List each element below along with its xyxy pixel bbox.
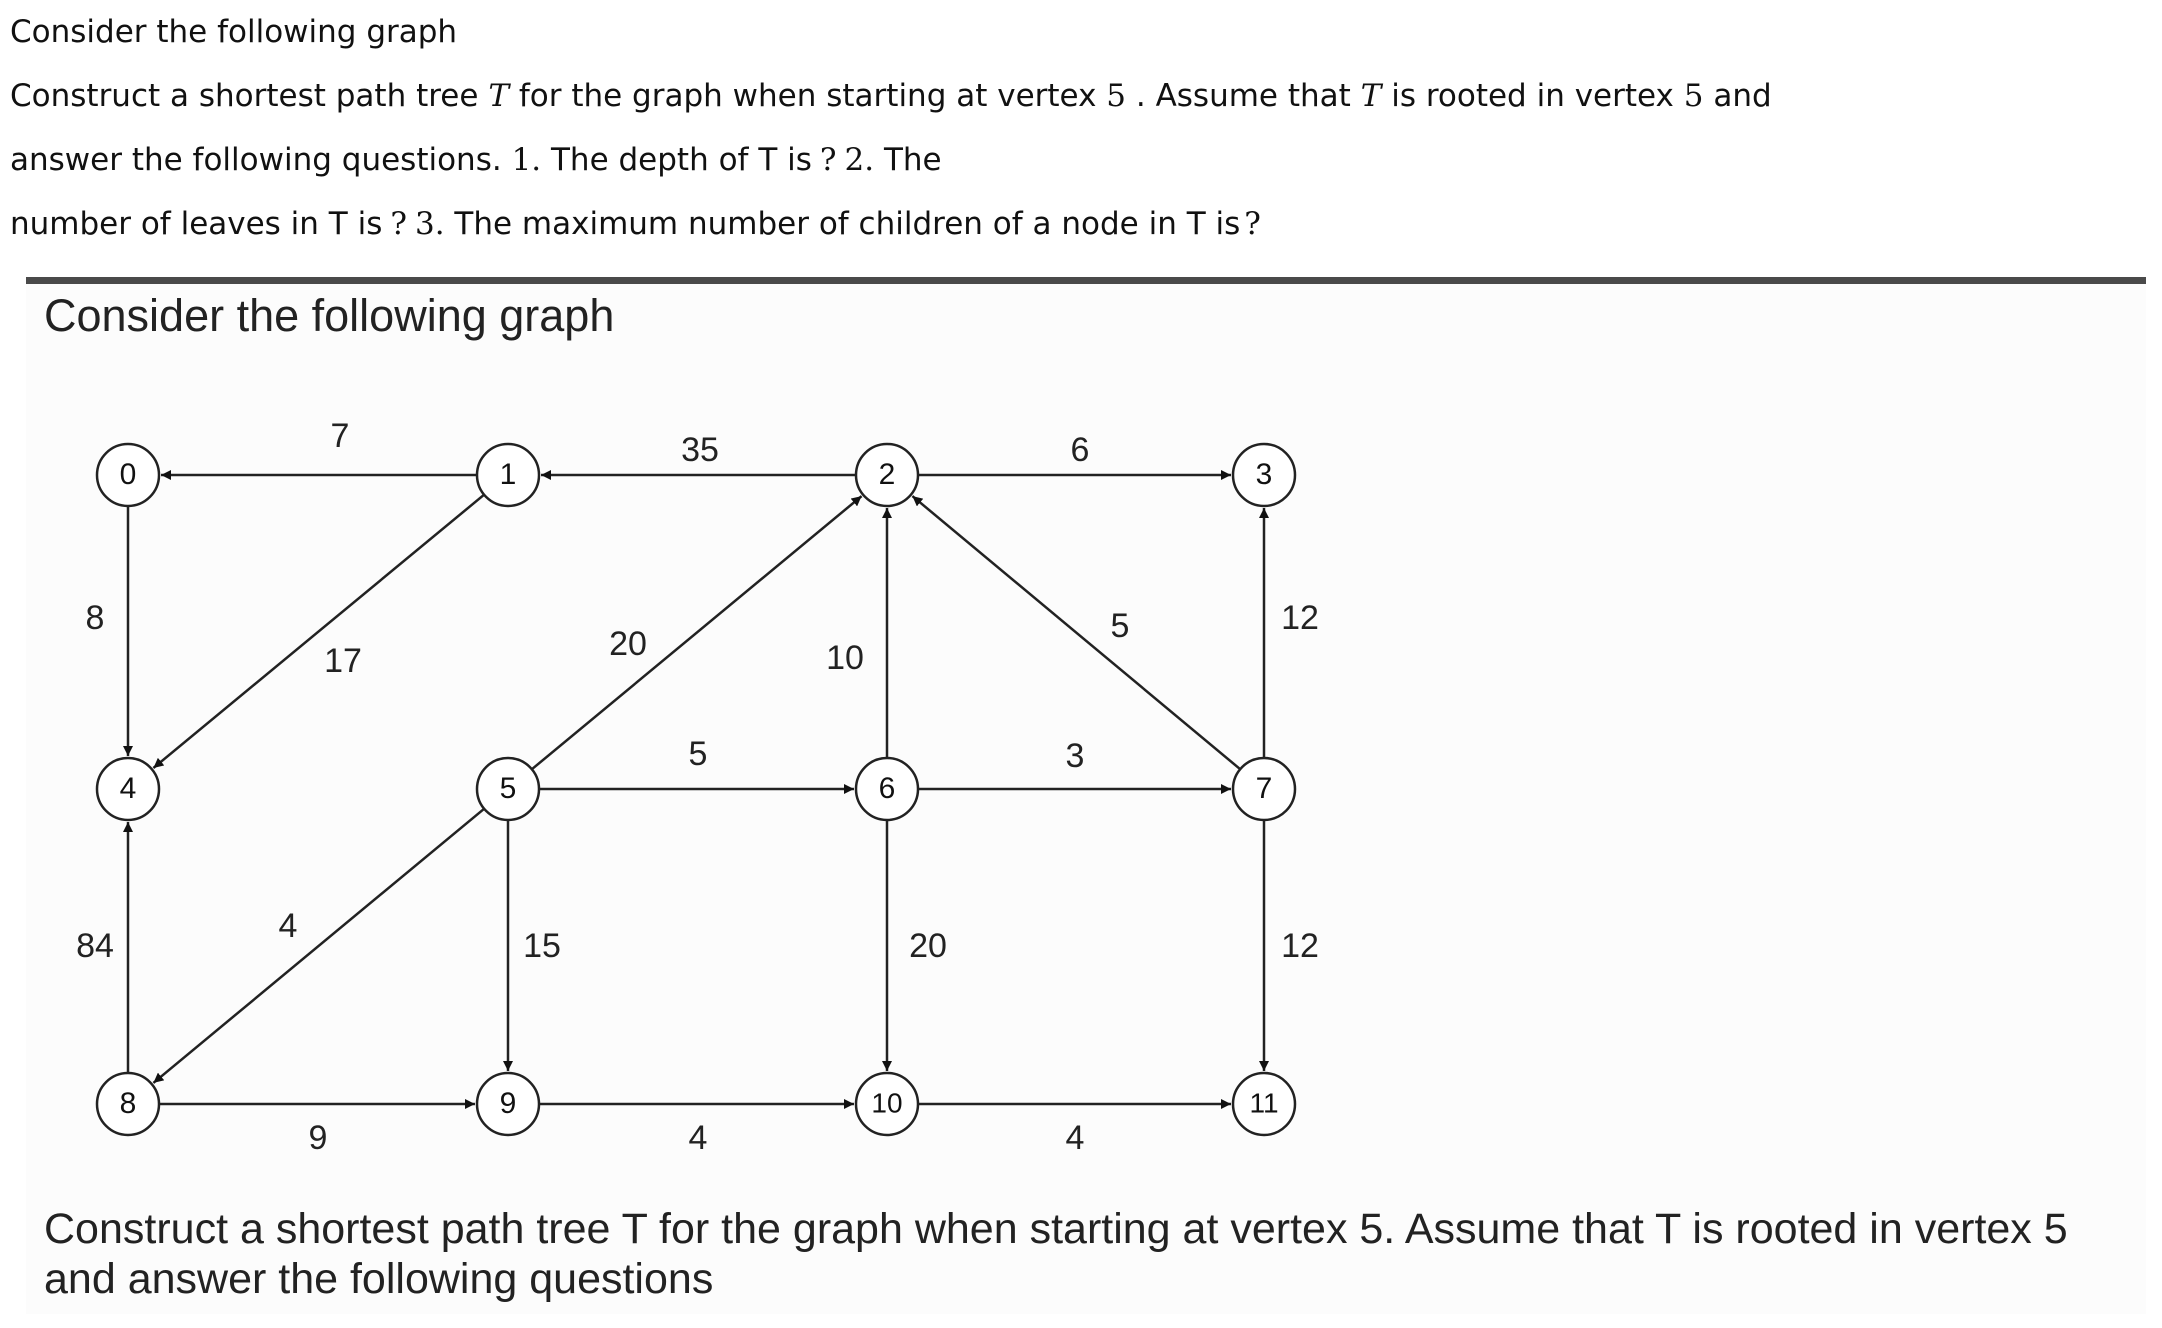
- node-4: [97, 758, 159, 820]
- edge-weight-label: 4: [1065, 1118, 1085, 1157]
- node-label: 0: [119, 457, 137, 491]
- edge-weight-label: 84: [76, 926, 114, 965]
- text-segment: Construct a shortest path tree: [10, 78, 489, 114]
- edge-weight-label: 4: [688, 1118, 708, 1157]
- edge-weight-label: 20: [609, 624, 647, 663]
- edge-weight-label: 17: [324, 641, 362, 680]
- edge-weight-label: 9: [308, 1118, 328, 1157]
- node-label: 11: [1249, 1087, 1279, 1119]
- edge-weight-label: 6: [1070, 430, 1090, 469]
- math-T: T: [1360, 78, 1382, 114]
- edges-layer: [128, 475, 1264, 1104]
- node-label: 6: [878, 771, 896, 805]
- node-label: 1: [499, 457, 517, 491]
- node-label: 5: [499, 771, 517, 805]
- text-segment: The: [874, 142, 942, 178]
- edge-1-4: [153, 495, 484, 768]
- node-10: [856, 1073, 918, 1135]
- node-8: [97, 1073, 159, 1135]
- edge-weight-label: 8: [85, 598, 105, 637]
- node-1: [477, 444, 539, 506]
- panel-title: Consider the following graph: [44, 290, 615, 341]
- node-label: 7: [1255, 771, 1273, 805]
- weights-layer: [76, 417, 1319, 1157]
- node-7: [1233, 758, 1295, 820]
- intro-text: Consider the following graph: [10, 14, 458, 50]
- edge-weight-label: 7: [330, 416, 350, 455]
- text-segment: The maximum number of children of a node in T is: [444, 206, 1241, 242]
- edge-weight-label: 4: [278, 906, 298, 945]
- edge-5-8: [153, 809, 484, 1083]
- edge-weight-label: 12: [1281, 926, 1319, 965]
- node-label: 3: [1255, 457, 1273, 491]
- answer-blank: ?: [1244, 206, 1261, 242]
- question-number: 1.: [511, 142, 542, 178]
- node-label: 2: [878, 457, 896, 491]
- edge-weight-label: 15: [523, 926, 561, 965]
- math-vertex: 5: [1106, 78, 1127, 114]
- math-vertex: 5: [1683, 78, 1704, 114]
- panel-bottom-text: Construct a shortest path tree T for the graph when starting at vertex 5. Assume that T is rooted in vertex 5 and answer the following questions: [44, 1205, 2068, 1303]
- node-label: 8: [119, 1086, 137, 1120]
- edge-weight-label: 35: [681, 430, 719, 469]
- edge-7-2: [912, 496, 1240, 769]
- node-label: 10: [871, 1087, 903, 1119]
- node-label: 9: [499, 1086, 517, 1120]
- node-3: [1233, 444, 1295, 506]
- node-5: [477, 758, 539, 820]
- edge-weight-label: 5: [688, 734, 708, 773]
- text-segment: answer the following questions.: [10, 142, 512, 178]
- node-9: [477, 1073, 539, 1135]
- answer-blank: ?: [819, 142, 837, 178]
- question-number: 2.: [844, 142, 875, 178]
- edge-weight-label: 12: [1281, 598, 1319, 637]
- node-11: [1233, 1073, 1295, 1135]
- edge-weight-label: 5: [1110, 606, 1130, 645]
- node-label: 4: [119, 771, 137, 805]
- text-segment: for the graph when starting at vertex: [509, 78, 1107, 114]
- edge-weight-label: 10: [826, 638, 864, 677]
- node-2: [856, 444, 918, 506]
- node-0: [97, 444, 159, 506]
- text-segment: is rooted in vertex: [1381, 78, 1684, 114]
- node-6: [856, 758, 918, 820]
- text-segment: number of leaves in T is: [10, 206, 383, 242]
- text-segment: . Assume that: [1126, 78, 1361, 114]
- edge-weight-label: 20: [909, 926, 947, 965]
- edge-5-2: [532, 496, 862, 769]
- edge-weight-label: 3: [1065, 736, 1085, 775]
- math-T: T: [488, 78, 509, 114]
- text-segment: The depth of T is: [541, 142, 812, 178]
- question-number: 3.: [414, 206, 445, 242]
- text-segment: and: [1703, 78, 1772, 114]
- answer-blank: ?: [390, 206, 407, 242]
